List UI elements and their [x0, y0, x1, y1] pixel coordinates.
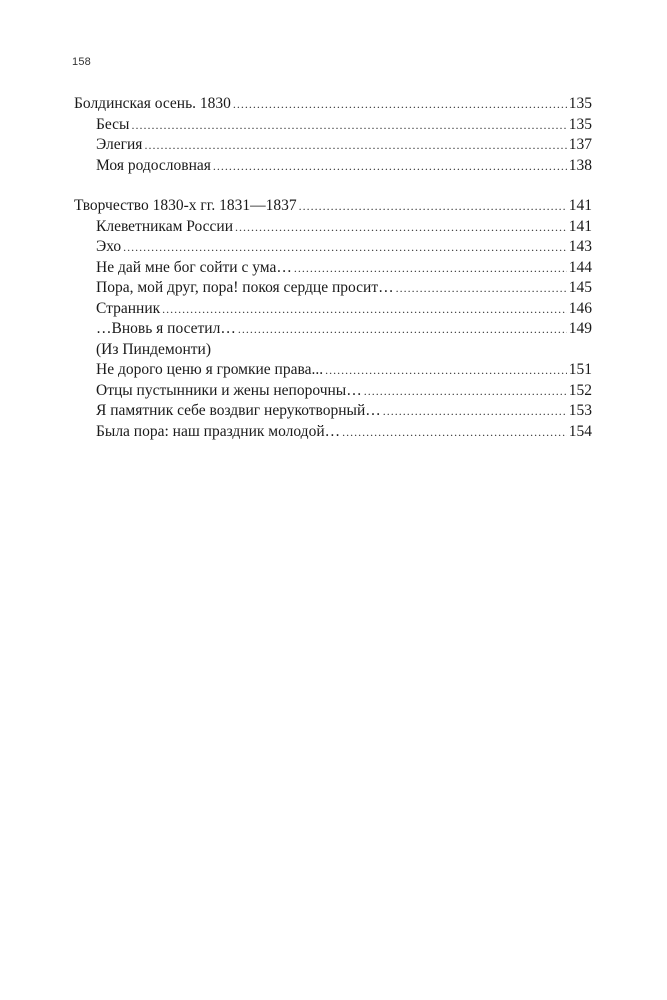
toc-item-page: 145 — [568, 279, 592, 296]
toc-item-page: 154 — [568, 422, 592, 440]
toc-item-page: 141 — [568, 217, 592, 235]
dot-leader — [396, 278, 567, 299]
toc-item-page: 144 — [568, 258, 592, 276]
dot-leader — [342, 422, 567, 443]
toc-item — [74, 156, 592, 177]
toc-item-title: Клеветникам России — [96, 217, 234, 235]
toc-item — [74, 135, 592, 156]
toc-item-title: Пора, мой друг, пора! покоя сердце просит… — [96, 279, 394, 296]
toc-item-title: Странник — [96, 299, 161, 317]
toc-item — [74, 299, 592, 320]
dot-leader — [235, 217, 567, 238]
toc-item-page: 153 — [568, 402, 592, 419]
toc-item-page: 152 — [568, 381, 592, 399]
dot-leader — [325, 360, 567, 381]
toc-heading — [74, 94, 592, 115]
toc-item — [74, 115, 592, 136]
dot-leader — [162, 299, 567, 320]
toc-heading-page: 135 — [568, 95, 592, 112]
dot-leader — [123, 237, 567, 258]
dot-leader — [294, 258, 567, 279]
toc-heading-title: Творчество 1830-х гг. 1831—1837 — [74, 197, 297, 214]
toc-item — [74, 381, 592, 402]
toc-heading — [74, 196, 592, 217]
dot-leader — [364, 381, 567, 402]
toc-item-title: Была пора: наш праздник молодой… — [96, 422, 341, 440]
toc-item-page: 149 — [568, 320, 592, 337]
toc-item-page: 151 — [568, 361, 592, 378]
dot-leader — [144, 135, 566, 156]
toc-item-subtitle: (Из Пиндемонти) — [96, 340, 211, 358]
toc-item — [74, 360, 592, 381]
toc-item-title: Элегия — [96, 136, 143, 153]
toc-section-boldino — [74, 94, 592, 176]
toc-item — [74, 278, 592, 299]
toc-item — [74, 319, 592, 340]
toc-item-title: Не дорого ценю я громкие права... — [96, 361, 324, 378]
toc-heading-page: 141 — [568, 197, 592, 214]
toc-item-page: 137 — [568, 136, 592, 153]
toc-item-page: 135 — [568, 115, 592, 133]
toc-item — [74, 217, 592, 238]
toc-item-page: 146 — [568, 299, 592, 317]
toc-item — [74, 401, 592, 422]
toc-item-title: Не дай мне бог сойти с ума… — [96, 258, 292, 276]
toc-item-page: 138 — [568, 156, 592, 174]
dot-leader — [238, 319, 567, 340]
table-of-contents — [74, 94, 592, 462]
toc-item-title: Бесы — [96, 115, 130, 133]
toc-item-title: Отцы пустынники и жены непорочны… — [96, 381, 362, 399]
toc-item-title: Моя родословная — [96, 156, 211, 174]
toc-item — [74, 422, 592, 443]
dot-leader — [213, 156, 567, 177]
toc-item — [74, 237, 592, 258]
dot-leader — [383, 401, 567, 422]
dot-leader — [131, 115, 566, 136]
toc-heading-title: Болдинская осень. 1830 — [74, 95, 231, 112]
toc-item-title: Я памятник себе воздвиг нерукотворный… — [96, 402, 381, 419]
toc-item — [74, 258, 592, 279]
toc-item-title: Эхо — [96, 238, 122, 255]
dot-leader — [233, 94, 567, 115]
page-number: 158 — [72, 56, 91, 68]
toc-item-page: 143 — [568, 238, 592, 255]
dot-leader — [299, 196, 567, 217]
toc-item-title: …Вновь я посетил… — [96, 320, 236, 337]
toc-section-1830s — [74, 196, 592, 442]
